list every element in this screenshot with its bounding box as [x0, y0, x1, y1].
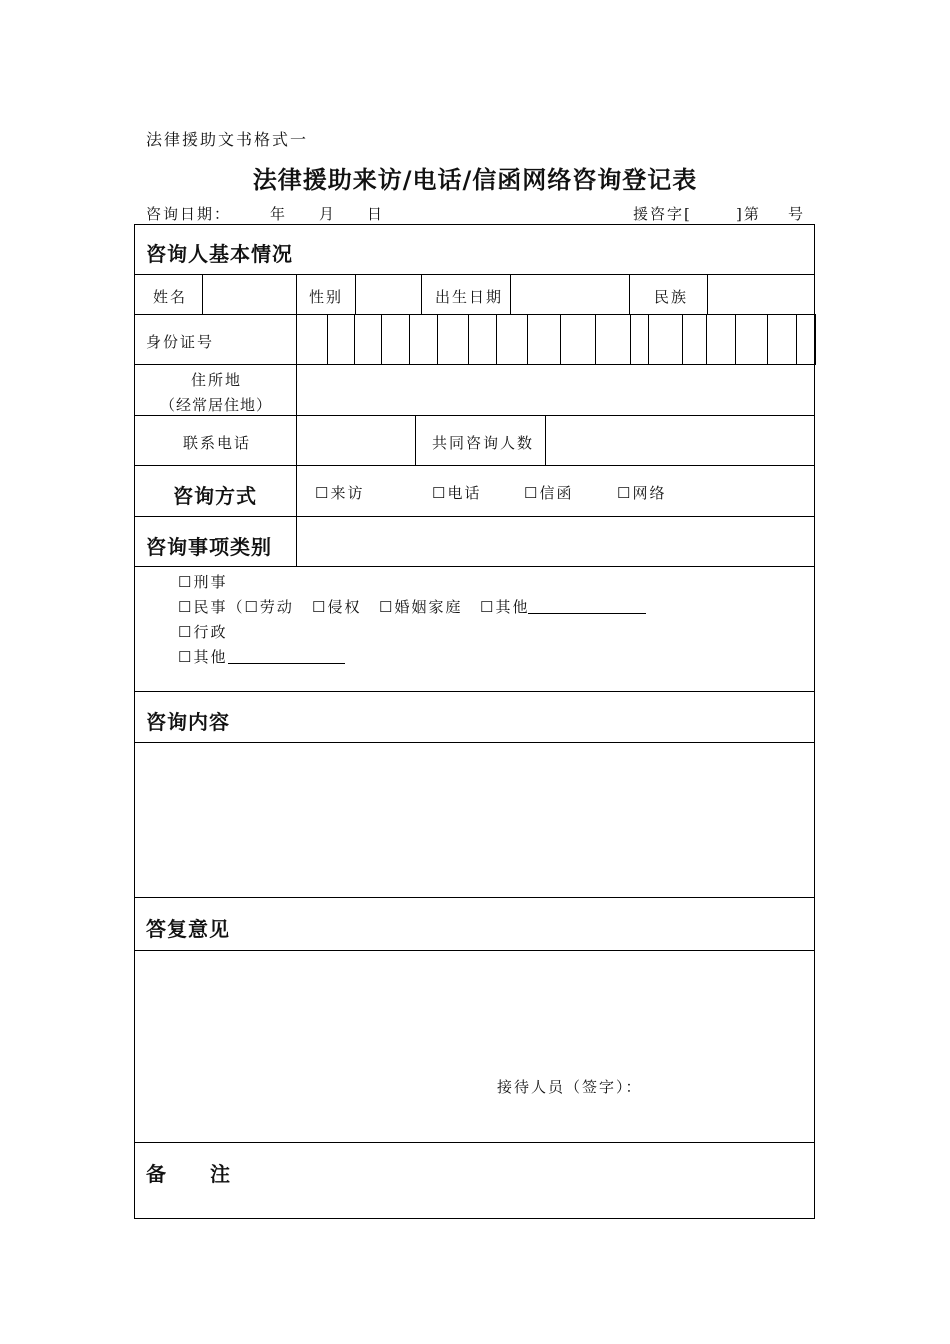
address-label: 住所地 — [191, 371, 243, 389]
basic-info-section-title: 咨询人基本情况 — [146, 242, 293, 266]
date-day: 日 — [367, 205, 385, 223]
address-label-note: （经常居住地） — [160, 396, 273, 414]
method-option-visit[interactable]: ☐来访 — [315, 484, 365, 502]
address-field[interactable] — [297, 365, 813, 414]
remarks-field[interactable] — [135, 1143, 814, 1217]
date-year: 年 — [270, 205, 288, 223]
ethnicity-label: 民族 — [654, 288, 689, 306]
consult-content-label: 咨询内容 — [146, 710, 230, 734]
category-other-checkbox[interactable]: ☐其他 — [178, 648, 228, 666]
remarks-label: 备注 — [146, 1162, 274, 1186]
ref-prefix: 援咨字[ — [633, 205, 692, 223]
consult-category-label: 咨询事项类别 — [146, 535, 272, 559]
co-consultant-count-field[interactable] — [546, 416, 813, 464]
page-title: 法律援助来访/电话/信函网络咨询登记表 — [252, 166, 698, 194]
other-blank[interactable] — [228, 648, 345, 664]
reply-opinion-field[interactable] — [135, 951, 814, 1141]
gender-field[interactable] — [356, 275, 420, 313]
method-option-letter[interactable]: ☐信函 — [524, 484, 574, 502]
category-criminal-checkbox[interactable]: ☐刑事 — [178, 573, 228, 591]
category-civil-family-checkbox[interactable]: ☐婚姻家庭 — [379, 598, 463, 616]
birth-date-label: 出生日期 — [435, 288, 504, 306]
gender-label: 性别 — [309, 288, 344, 306]
reply-opinion-label: 答复意见 — [146, 917, 230, 941]
receptionist-signature-label: 接待人员（签字）： — [497, 1078, 643, 1096]
civil-other-blank[interactable] — [528, 598, 646, 614]
date-month: 月 — [319, 205, 337, 223]
co-consultant-count-label: 共同咨询人数 — [432, 434, 535, 452]
category-civil-tort-checkbox[interactable]: ☐侵权 — [312, 598, 362, 616]
name-label: 姓名 — [153, 288, 188, 306]
name-field[interactable] — [203, 275, 295, 313]
category-civil-labor-checkbox[interactable]: ☐民事（☐劳动 — [178, 598, 294, 616]
id-number-label: 身份证号 — [146, 333, 215, 351]
phone-field[interactable] — [297, 416, 414, 464]
format-label: 法律援助文书格式一 — [146, 130, 309, 149]
consult-content-field[interactable] — [135, 743, 814, 896]
consult-category-field[interactable] — [297, 517, 813, 565]
date-label: 咨询日期： — [146, 205, 232, 223]
birth-date-field[interactable] — [511, 275, 628, 313]
category-civil-other-checkbox[interactable]: ☐其他 — [480, 598, 530, 616]
ref-mid: ]第 — [736, 205, 761, 223]
method-option-phone[interactable]: ☐电话 — [432, 484, 482, 502]
consult-method-label: 咨询方式 — [173, 484, 257, 508]
ref-suffix: 号 — [788, 205, 806, 223]
ethnicity-field[interactable] — [708, 275, 813, 313]
phone-label: 联系电话 — [183, 434, 252, 452]
method-option-online[interactable]: ☐网络 — [617, 484, 667, 502]
id-number-field[interactable] — [297, 315, 815, 363]
category-admin-checkbox[interactable]: ☐行政 — [178, 623, 228, 641]
